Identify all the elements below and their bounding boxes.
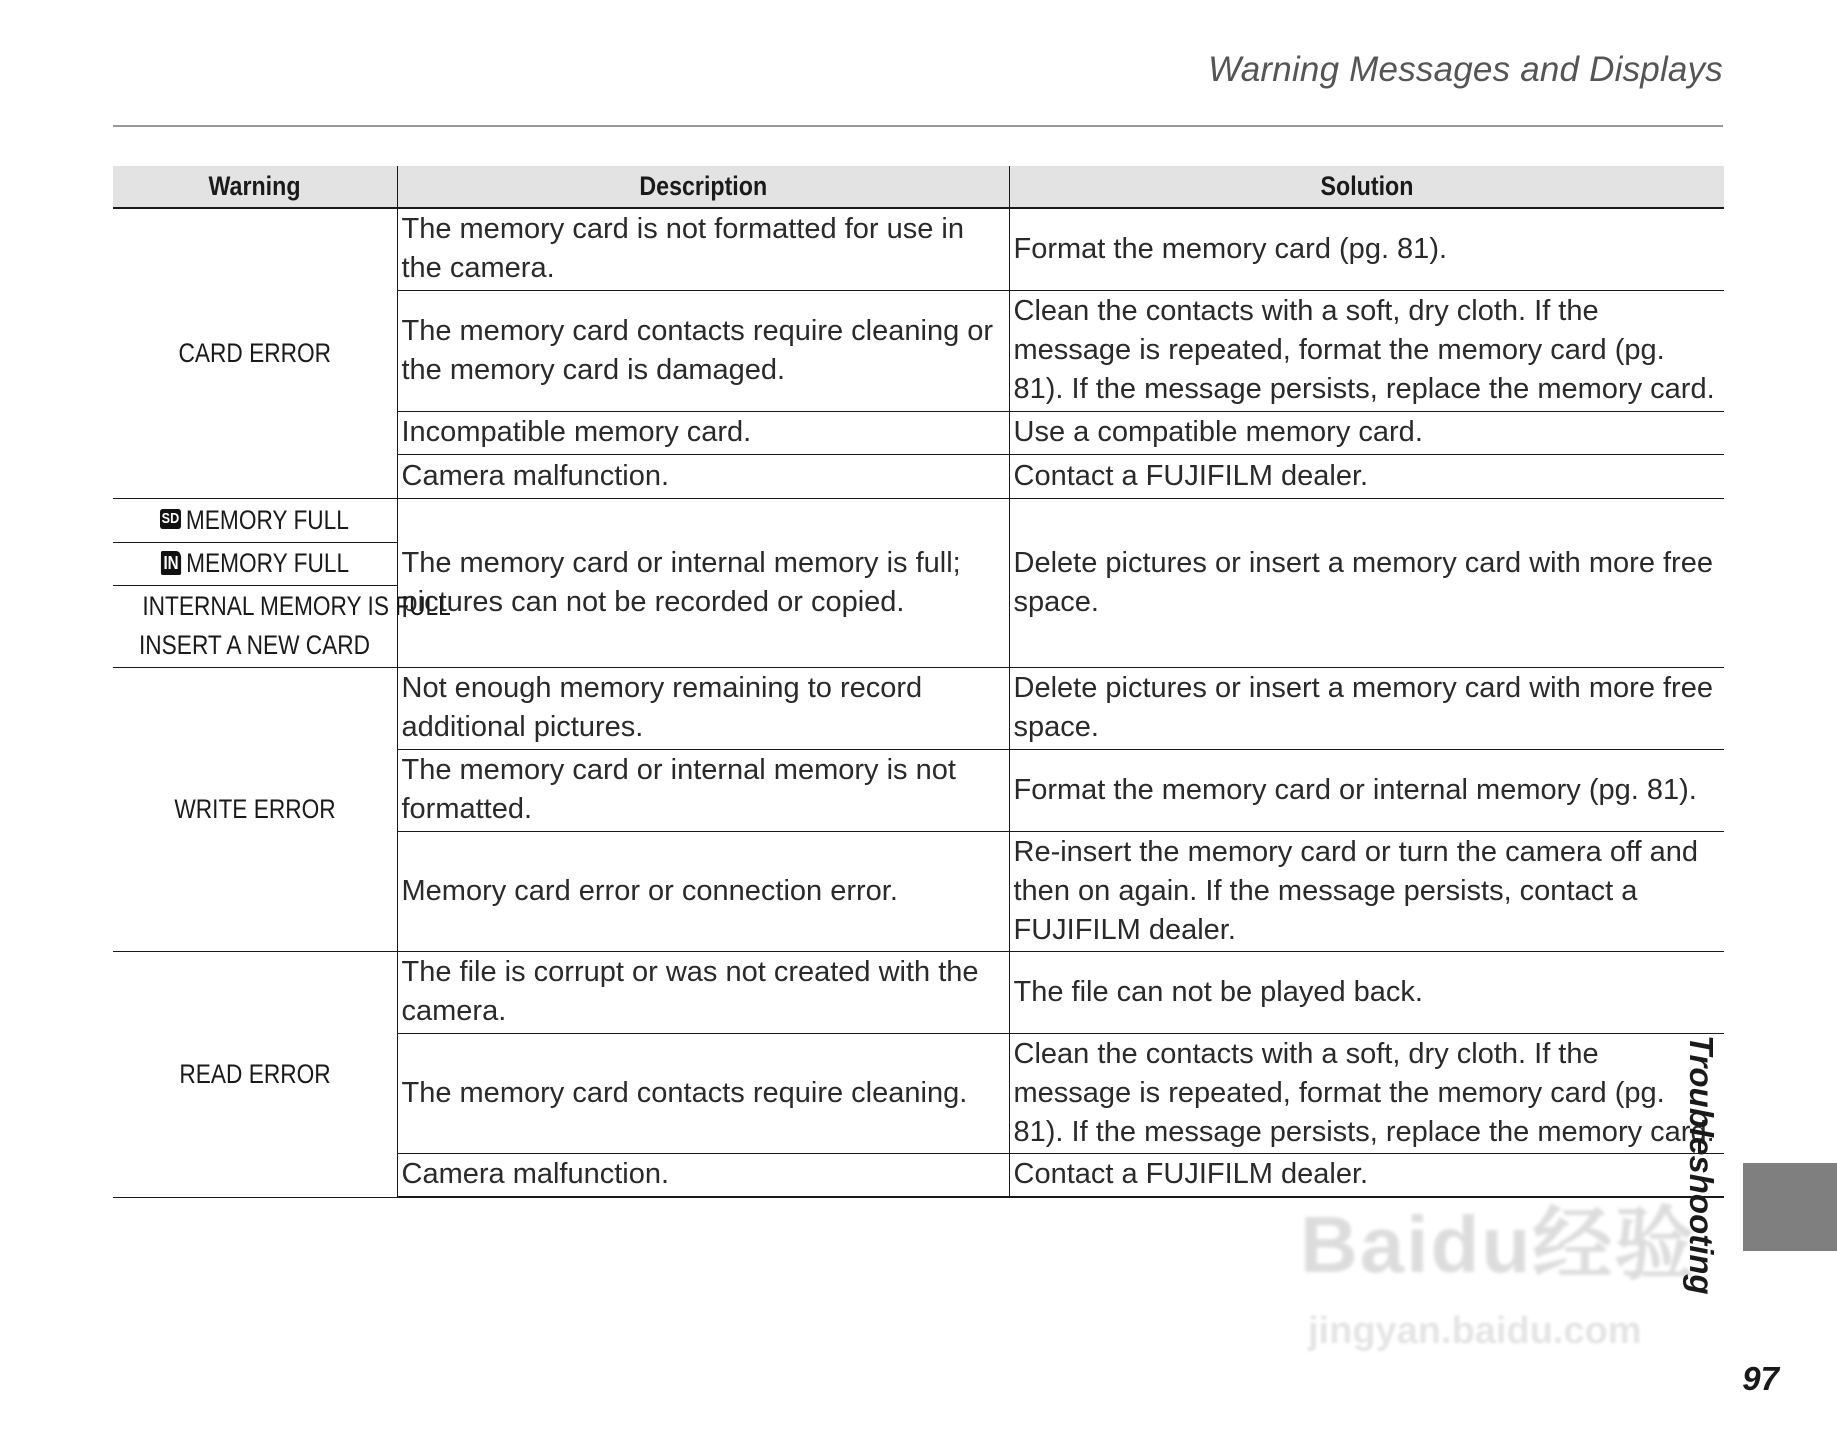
internal-memory-icon: IN	[161, 551, 181, 575]
solution-cell: The file can not be played back.	[1009, 951, 1724, 1033]
watermark-url: jingyan.baidu.com	[1308, 1310, 1642, 1352]
solution-cell: Contact a FUJIFILM dealer.	[1009, 1153, 1724, 1197]
section-tab-marker	[1743, 1163, 1837, 1251]
description-cell: The memory card contacts require cleaning or the memory card is damaged.	[397, 290, 1009, 411]
description-cell: Incompatible memory card.	[397, 411, 1009, 454]
description-cell: Memory card error or connection error.	[397, 831, 1009, 951]
page-number: 97	[1742, 1360, 1779, 1397]
header-warning: Warning	[113, 166, 397, 208]
solution-cell: Re-insert the memory card or turn the camera off and then on again. If the message persists, contact a FUJIFILM dealer.	[1009, 831, 1724, 951]
table-row	[113, 667, 1724, 749]
warning-internal-memory-is-full: INTERNAL MEMORY IS FULL INSERT A NEW CARD	[113, 585, 397, 667]
baidu-watermark	[1300, 1180, 1730, 1380]
running-head-title: Warning Messages and Displays	[1208, 50, 1723, 89]
table-row	[113, 208, 1724, 290]
description-cell: Camera malfunction.	[397, 1153, 1009, 1197]
warning-messages-table	[113, 166, 1724, 1198]
header-description: Description	[397, 166, 1009, 208]
solution-cell: Use a compatible memory card.	[1009, 411, 1724, 454]
description-cell: The file is corrupt or was not created with the camera.	[397, 951, 1009, 1033]
sd-card-icon: SD	[161, 510, 180, 528]
solution-cell: Delete pictures or insert a memory card with more free space.	[1009, 498, 1724, 667]
solution-cell: Delete pictures or insert a memory card with more free space.	[1009, 667, 1724, 749]
description-cell: The memory card is not formatted for use in the camera.	[397, 208, 1009, 290]
solution-cell: Contact a FUJIFILM dealer.	[1009, 454, 1724, 498]
description-cell: The memory card contacts require cleaning.	[397, 1033, 1009, 1153]
header-rule	[113, 125, 1723, 127]
side-tab-label: Troubleshooting	[1683, 1035, 1720, 1295]
description-cell: Not enough memory remaining to record additional pictures.	[397, 667, 1009, 749]
description-cell: The memory card or internal memory is full; pictures can not be recorded or copied.	[397, 498, 1009, 667]
solution-cell: Format the memory card or internal memory (pg. 81).	[1009, 749, 1724, 831]
warning-read-error: READ ERROR	[113, 951, 397, 1197]
solution-cell: Clean the contacts with a soft, dry cloth. If the message is repeated, format the memory card (pg. 81). If the message persists, replace the memory card.	[1009, 290, 1724, 411]
warning-internal-memory-full: IN MEMORY FULL	[113, 542, 397, 585]
description-cell: Camera malfunction.	[397, 454, 1009, 498]
warning-sd-memory-full: SD MEMORY FULL	[113, 498, 397, 542]
warning-card-error: CARD ERROR	[113, 208, 397, 498]
description-cell: The memory card or internal memory is not formatted.	[397, 749, 1009, 831]
solution-cell: Clean the contacts with a soft, dry cloth. If the message is repeated, format the memory card (pg. 81). If the message persists, replace the memory card.	[1009, 1033, 1724, 1153]
warning-write-error: WRITE ERROR	[113, 667, 397, 951]
table-header-row	[113, 166, 1724, 208]
table-row	[113, 951, 1724, 1033]
header-solution: Solution	[1009, 166, 1724, 208]
watermark-brand: Baidu经验	[1300, 1200, 1697, 1289]
table-row	[113, 498, 1724, 542]
solution-cell: Format the memory card (pg. 81).	[1009, 208, 1724, 290]
